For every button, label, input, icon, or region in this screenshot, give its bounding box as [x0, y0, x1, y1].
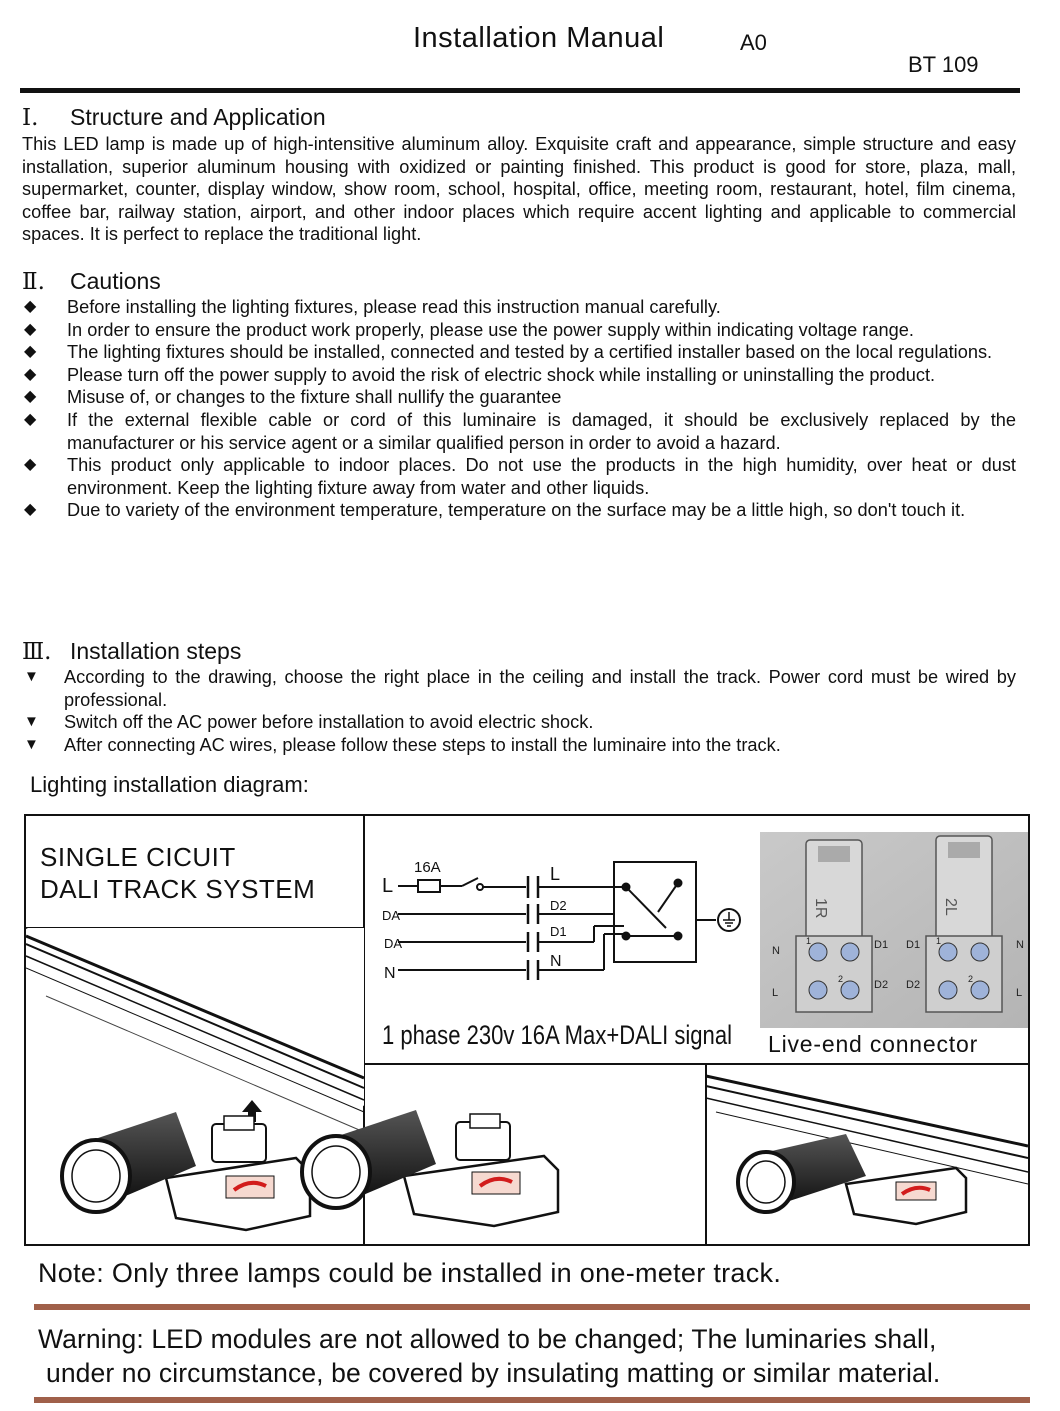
track-illustration-3 [706, 1076, 1028, 1224]
left-terminal-2: 2 [838, 974, 844, 984]
list-item: ◆ Due to variety of the environment temperature, temperature on the surface may be a little high, so don't touch it. [24, 500, 966, 521]
right-d1-label: D1 [906, 939, 921, 951]
section-title: Cautions [70, 268, 161, 294]
list-item: ▼ Switch off the AC power before installation to avoid electric shock. [24, 712, 594, 733]
triangle-bullet-icon: ▼ [24, 668, 39, 685]
output-d2-label: D2 [550, 898, 567, 913]
section-structure-heading [22, 104, 326, 131]
left-terminal-1: 1 [806, 936, 812, 946]
left-n-label: N [772, 945, 780, 957]
structure-paragraph: This LED lamp is made up of high-intensitive aluminum alloy. Exquisite craft and appearance, simple structure and easy installation, superior aluminum housing with oxidized or painting finished. This product is good for store, plaza, mall, supermarket, counter, display window, show room, school, hospital, office, meeting room, restaurant, hotel, film cinema, coffee bar, railway station, airport, and other indoor places which require accent lighting and applicable to commercial spaces. It is perfect to replace the traditional light. [22, 134, 1016, 245]
live-end-connector-photo [760, 832, 1028, 1028]
left-l-label: L [772, 987, 779, 999]
section-cautions-heading [22, 268, 161, 295]
list-item: ◆ The lighting fixtures should be installed, connected and tested by a certified installer based on the local regulations. [24, 342, 993, 363]
cautions-list [22, 296, 1016, 522]
right-connector-mark: 2L [942, 898, 959, 916]
list-item: ◆ Please turn off the power supply to avoid the risk of electric shock while installing or uninstalling the product. [24, 364, 936, 385]
right-terminal-1: 1 [936, 936, 942, 946]
section-title: Installation steps [70, 638, 242, 664]
switch-icon [462, 878, 478, 886]
triangle-bullet-icon: ▼ [24, 735, 39, 753]
fuse-rating: 16A [414, 859, 441, 876]
note-divider [34, 1304, 1030, 1310]
warning-line-2: under no circumstance, be covered by insulating matting or similar material. [46, 1358, 941, 1388]
connector-caption: Live-end connector [768, 1031, 979, 1057]
right-l-label: L [1016, 987, 1023, 999]
installation-steps-list [22, 666, 1016, 756]
installation-note: Note: Only three lamps could be installed in one-meter track. [38, 1258, 782, 1288]
track-illustration-2 [302, 1110, 558, 1226]
warning-text [38, 1322, 1033, 1390]
input-da1-label: DA [382, 908, 401, 923]
right-terminal-2: 2 [968, 974, 974, 984]
left-d1-label: D1 [874, 939, 889, 951]
list-item: ◆ Before installing the lighting fixtures, please read this instruction manual carefully. [24, 297, 721, 317]
list-item: ◆ In order to ensure the product work properly, please use the power supply within indicating voltage range. [24, 319, 914, 340]
list-item: ◆ If the external flexible cable or cord of this luminaire is damaged, it should be exclusively replaced by the manufacturer or his service agent or a similar qualified person in order to avoid a hazard. [24, 409, 1016, 453]
diamond-bullet-icon: ◆ [24, 365, 37, 383]
input-n-label: N [384, 965, 396, 982]
system-title-line1: SINGLE CICUIT [40, 842, 236, 872]
warning-line-1: Warning: LED modules are not allowed to be changed; The luminaries shall, [38, 1324, 937, 1354]
wiring-schematic [382, 859, 740, 982]
diamond-bullet-icon: ◆ [24, 501, 37, 519]
diamond-bullet-icon: ◆ [24, 320, 37, 338]
section-installation-heading [22, 638, 241, 665]
output-d1-label: D1 [550, 924, 567, 939]
section-number: Ⅲ. [22, 639, 52, 665]
diagram-label: Lighting installation diagram: [30, 772, 309, 797]
right-d2-label: D2 [906, 979, 921, 991]
input-l-label: L [382, 875, 394, 897]
document-code: A0 [740, 30, 767, 55]
list-item: ▼ After connecting AC wires, please follow these steps to install the luminaire into the track. [24, 734, 781, 755]
list-item: ▼ According to the drawing, choose the right place in the ceiling and install the track. Power cord must be wired by professional. [24, 667, 1016, 710]
list-item: ◆ Misuse of, or changes to the fixture shall nullify the guarantee [24, 387, 562, 408]
power-spec: 1 phase 230v 16A Max+DALI signal [382, 1020, 732, 1050]
output-n-label: N [550, 953, 562, 970]
left-d2-label: D2 [874, 979, 889, 991]
diagram-canvas [26, 816, 1028, 1244]
installation-diagram [24, 814, 1030, 1246]
left-connector-mark: 1R [812, 898, 829, 919]
diamond-bullet-icon: ◆ [24, 410, 37, 428]
connector-box [614, 862, 696, 962]
bottom-divider [34, 1397, 1030, 1403]
diamond-bullet-icon: ◆ [24, 388, 37, 406]
manual-title: Installation Manual [413, 22, 665, 54]
input-da2-label: DA [384, 936, 403, 951]
header-rule [20, 88, 1020, 93]
diamond-bullet-icon: ◆ [24, 298, 37, 315]
diamond-bullet-icon: ◆ [24, 343, 37, 361]
section-title: Structure and Application [70, 104, 326, 130]
section-number: Ⅱ. [22, 269, 45, 295]
system-title-line2: DALI TRACK SYSTEM [40, 874, 316, 904]
list-item: ◆ This product only applicable to indoor places. Do not use the products in the high humidity, over heat or dust environment. Keep the lighting fixture away from water and other liquids. [24, 455, 1016, 498]
model-number: BT 109 [908, 52, 979, 77]
fuse-icon [418, 880, 440, 892]
output-l-label: L [550, 864, 561, 884]
triangle-bullet-icon: ▼ [24, 713, 39, 731]
diamond-bullet-icon: ◆ [24, 456, 37, 474]
section-number: Ⅰ. [22, 105, 39, 131]
right-n-label: N [1016, 939, 1024, 951]
